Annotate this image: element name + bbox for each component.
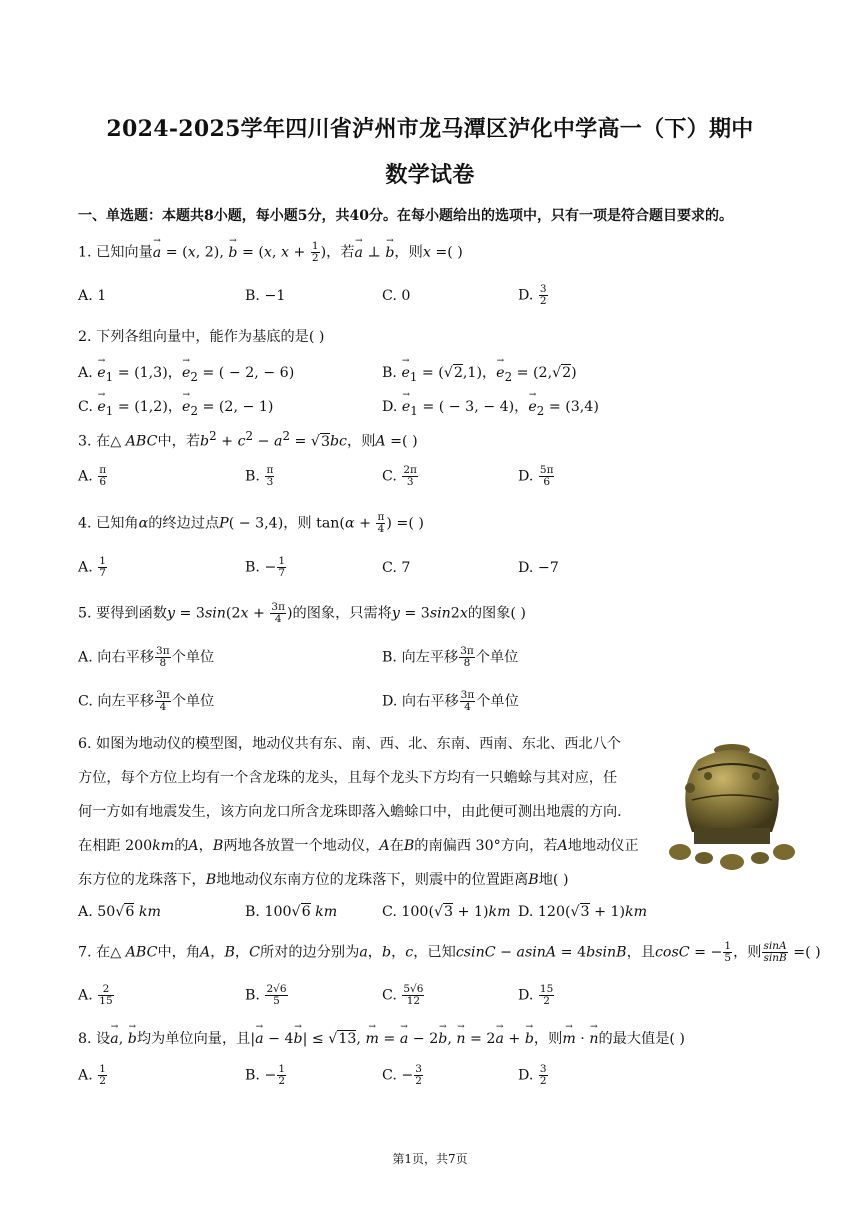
question-4: 4. 已知角α的终边过点P( − 3,4)，则 tan(α + $\frac{\pi}{4}$ ) =( ) [78, 511, 424, 536]
q3-option-a: A. $\frac{\pi}{6}$ [78, 464, 107, 489]
q6-option-d: D. 120(√3 + 1)km [518, 904, 648, 920]
question-6-line-2: 方位，每个方位上均有一个含龙珠的龙头，且每个龙头下方均有一只蟾蜍与其对应，任 [78, 770, 618, 786]
q2-option-a: A. → $e_1 = (1,3)$，→ $e_2$ = ( − 2, − 6) [78, 362, 294, 384]
page-footer: 第1页，共7页 [392, 1152, 468, 1166]
exam-subtitle: 数学试卷 [385, 162, 475, 188]
q8-option-a: A. $\frac{1}{2}$ [78, 1063, 106, 1088]
q5-option-c: C. 向左平移 $\frac{3\pi}{4}$ 个单位 [78, 689, 215, 714]
q6-option-b: B. 100√6 km [245, 904, 338, 920]
q4-option-c: C. 7 [382, 560, 411, 576]
q1-option-b: B. −1 [245, 288, 286, 304]
q1-option-d: D. $\frac{3}{2}$ [518, 283, 547, 308]
q2-option-c: C. → $e_1 = (1,2)$，→ $e_2 = (2$, − 1) [78, 396, 273, 418]
question-6-line-1: 6. 如图为地动仪的模型图，地动仪共有东、南、西、北、东南、西南、东北、西北八个 [78, 736, 621, 752]
q3-option-c: C. $\frac{2\pi}{3}$ [382, 464, 417, 489]
seismograph-image [668, 740, 796, 872]
q4-option-a: A. $\frac{1}{7}$ [78, 555, 106, 580]
q1-option-a: A. 1 [78, 288, 107, 304]
q5-option-a: A. 向右平移 $\frac{3\pi}{8}$ 个单位 [78, 645, 215, 670]
question-8: 8. 设→ a, → b均为单位向量，且|→ a − 4→ b| ≤ √13, → m = → a − 2→ b, → n = 2→ a + → b，则→ m · → n的最大值是( ) [78, 1028, 685, 1048]
q8-option-c: C. − $\frac{3}{2}$ [382, 1063, 422, 1088]
q7-option-a: A. $\frac{2}{15}$ [78, 983, 113, 1008]
exam-title: 2024-2025学年四川省泸州市龙马潭区泸化中学高一（下）期中 [106, 116, 754, 142]
q5-option-d: D. 向右平移 $\frac{3\pi}{4}$ 个单位 [382, 689, 519, 714]
question-2: 2. 下列各组向量中，能作为基底的是( ) [78, 329, 325, 345]
section-heading: 一、单选题：本题共8小题，每小题5分，共40分。在每小题给出的选项中，只有一项是符合题目要求的。 [78, 208, 733, 224]
q3-option-d: D. $\frac{5\pi}{6}$ [518, 464, 554, 489]
question-1: 1. 已知向量→ a = (x, 2), → b = (x, x + $\frac{1}{2}$ )，若→ a ⊥ → b，则x =( ) [78, 241, 463, 264]
q1-option-c: C. 0 [382, 288, 411, 304]
q7-option-c: C. $\frac{5√6}{12}$ [382, 983, 424, 1008]
q7-option-b: B. $\frac{2√6}{5}$ [245, 983, 287, 1008]
question-6-line-4: 在相距 200km的A，B两地各放置一个地动仪，A在B的南偏西 30°方向，若A地地动仪正 [78, 838, 639, 854]
q2-option-b: B. → $e_1 = (√2,1)$，→ $e_2 = (2,√2)$ [382, 362, 577, 384]
question-7: 7. 在△ ABC中，角A，B，C所对的边分别为a，b，c，已知csinC − asinA = 4bsinB，且cosC = − $\frac{1}{5}$ ，则 $\frac{\sin A}{\sin B}$ =( ) [78, 940, 821, 965]
q6-option-a: A. 50√6 km [78, 904, 161, 920]
q4-option-d: D. −7 [518, 560, 559, 576]
q8-option-b: B. − $\frac{1}{2}$ [245, 1063, 286, 1088]
question-3: 3. 在△ ABC中，若$b^2 + c^2 - a^2 = √3bc$，则A =( ) [78, 429, 418, 450]
q2-option-d: D. → $e_1$ = ( − 3, − 4)，→ $e_2 = (3,4)$ [382, 396, 599, 418]
q5-option-b: B. 向左平移 $\frac{3\pi}{8}$ 个单位 [382, 645, 519, 670]
question-5: 5. 要得到函数y = 3sin(2x + $\frac{3\pi}{4}$ )的图象，只需将y = 3sin2x的图象( ) [78, 601, 526, 626]
question-6-line-5: 东方位的龙珠落下，B地地动仪东南方位的龙珠落下，则震中的位置距离B地( ) [78, 872, 569, 888]
question-6-line-3: 何一方如有地震发生，该方向龙口所含龙珠即落入蟾蜍口中，由此便可测出地震的方向. [78, 804, 622, 820]
q7-option-d: D. $\frac{15}{2}$ [518, 983, 554, 1008]
q8-option-d: D. $\frac{3}{2}$ [518, 1063, 547, 1088]
q4-option-b: B. − $\frac{1}{7}$ [245, 555, 286, 580]
q6-option-c: C. 100(√3 + 1)km [382, 904, 511, 920]
q3-option-b: B. $\frac{\pi}{3}$ [245, 464, 274, 489]
